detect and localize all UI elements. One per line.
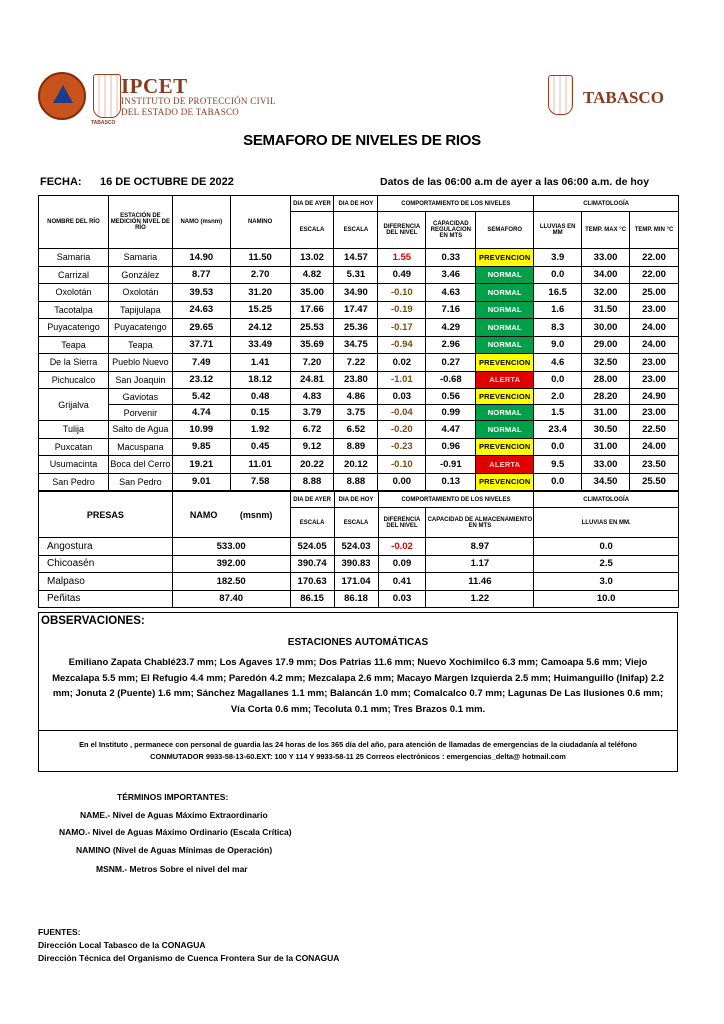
cell-tmax: 31.00 (582, 405, 630, 421)
col-presas: PRESAS (39, 492, 173, 538)
cell-cap: 2.96 (426, 336, 476, 354)
observaciones-box (38, 612, 678, 772)
cell-rio: San Pedro (39, 473, 109, 491)
cell-lluvia: 8.3 (534, 319, 582, 337)
cell-cap: 0.27 (426, 354, 476, 372)
cell-namo: 37.71 (172, 336, 230, 354)
cell-namino: 31.20 (230, 284, 290, 302)
cell-namo: 29.65 (172, 319, 230, 337)
cell-namo: 5.42 (172, 389, 230, 405)
col-temp-max: TEMP. MAX °C (582, 212, 630, 249)
cell-tmax: 31.00 (582, 438, 630, 456)
cell-sem: NORMAL (476, 266, 534, 284)
observaciones-text: Emiliano Zapata Chablé23.7 mm; Los Agaves 17.9 mm; Dos Patrias 11.6 mm; Nuevo Xochimilco 6.3 mm; Camoapa 5.6 mm; Viejo Mezcalapa 5.5 mm; El Refugio 4.4 mm; Paredón 4.2 mm; Mezcalapa 2.6 mm; Macayo Margen Izquierda 2.5 mm; Huimanguillo (Inifap) 2.2 mm; Jonuta 2 (Puente) 1.6 mm; Sánchez Magallanes 1.1 mm; Balancán 1.0 mm; Comalcalco 0.7 mm; Lagunas De Las Ilusiones 0.6 mm; Vía Corta 0.6 mm; Tecoluta 0.1 mm; Tres Brazos 0.1 mm. (52, 657, 664, 715)
cell-lluvia: 0.0 (534, 538, 679, 556)
cell-tmin: 22.00 (630, 266, 679, 284)
cell-hoy: 3.75 (334, 405, 378, 421)
table-row (39, 555, 679, 573)
cell-namo: 19.21 (172, 456, 230, 474)
cell-cap: -0.68 (426, 371, 476, 389)
dams-table (38, 491, 679, 608)
table-row (39, 301, 679, 319)
cell-namino: 11.01 (230, 456, 290, 474)
table-row (39, 354, 679, 372)
seal-caption: TABASCO (91, 120, 116, 126)
term-namo: NAMO.- Nivel de Aguas Máximo Ordinario (Escala Crítica) (59, 827, 292, 837)
col-temp-min: TEMP. MIN °C (630, 212, 679, 249)
cell-namo: 9.01 (172, 473, 230, 491)
cell-lluvia: 9.5 (534, 456, 582, 474)
cell-namino: 1.92 (230, 421, 290, 439)
col-namino: NAMINO (230, 196, 290, 249)
cell-sem: NORMAL (476, 336, 534, 354)
cell-tmax: 33.00 (582, 456, 630, 474)
cell-dif: -0.20 (378, 421, 426, 439)
cell-hoy: 34.90 (334, 284, 378, 302)
cell-lluvia: 0.0 (534, 473, 582, 491)
cell-tmax: 34.00 (582, 266, 630, 284)
cell-estacion: Gaviotas (108, 389, 172, 405)
cell-estacion: Porvenir (108, 405, 172, 421)
cell-ayer: 25.53 (290, 319, 334, 337)
col-lluvias: LLUVIAS EN MM (534, 212, 582, 249)
cell-sem: NORMAL (476, 319, 534, 337)
cell-tmax: 34.50 (582, 473, 630, 491)
cell-lluvia: 23.4 (534, 421, 582, 439)
cell-hoy: 34.75 (334, 336, 378, 354)
fuente-line-1: Dirección Local Tabasco de la CONAGUA (38, 940, 206, 950)
cell-namo: 8.77 (172, 266, 230, 284)
cell-estacion: Tapijulapa (108, 301, 172, 319)
cell-tmin: 23.50 (630, 456, 679, 474)
cell-namo: 4.74 (172, 405, 230, 421)
cell-hoy: 390.83 (334, 555, 378, 573)
cell-ayer: 6.72 (290, 421, 334, 439)
cell-estacion: Oxolotán (108, 284, 172, 302)
state-name: TABASCO (583, 88, 664, 107)
contact-note: En el Instituto , permanece con personal de guardia las 24 horas de los 365 día del año, para atención de llamadas de emergencias de la ciudadanía al teléfono CONMUTADOR 9933-58-13-60.EXT: 100 Y 114 Y 9933-58-11 25 Correos electrónicos : emergencias_delta@ hotmail.com (79, 740, 637, 761)
col-namo: NAMO (msnm) (172, 196, 230, 249)
cell-sem: NORMAL (476, 284, 534, 302)
cell-dif: 0.00 (378, 473, 426, 491)
cell-lluvia: 2.5 (534, 555, 679, 573)
cell-namo: 39.53 (172, 284, 230, 302)
org-name: IPCET (121, 74, 188, 98)
cell-tmin: 24.00 (630, 319, 679, 337)
col-escala-ayer: ESCALA (290, 508, 334, 538)
col-climatologia: CLIMATOLOGÍA (534, 196, 679, 212)
cell-rio: Oxolotán (39, 284, 109, 302)
cell-dif: -0.02 (378, 538, 426, 556)
cell-lluvia: 4.6 (534, 354, 582, 372)
table-row (39, 249, 679, 267)
cell-estacion: Puyacatengo (108, 319, 172, 337)
table-row (39, 438, 679, 456)
fuentes-title: FUENTES: (38, 927, 81, 937)
cell-tmax: 30.00 (582, 319, 630, 337)
org-subtitle: INSTITUTO DE PROTECCIÓN CIVIL DEL ESTADO DE TABASCO (121, 96, 276, 117)
cell-sem: NORMAL (476, 405, 534, 421)
cell-tmax: 32.50 (582, 354, 630, 372)
cell-rio: Carrizal (39, 266, 109, 284)
col-dia-hoy: DIA DE HOY (334, 492, 378, 508)
cell-tmin: 22.50 (630, 421, 679, 439)
cell-tmin: 25.50 (630, 473, 679, 491)
cell-ayer: 3.79 (290, 405, 334, 421)
cell-namo: 392.00 (172, 555, 290, 573)
col-semaforo: SEMAFORO (476, 212, 534, 249)
cell-dif: -0.94 (378, 336, 426, 354)
cell-namino: 11.50 (230, 249, 290, 267)
cell-estacion: San Pedro (108, 473, 172, 491)
table-row (39, 456, 679, 474)
cell-sem: NORMAL (476, 301, 534, 319)
col-dia-hoy: DIA DE HOY (334, 196, 378, 212)
terminos-title: TÉRMINOS IMPORTANTES: (117, 792, 229, 802)
term-msnm: MSNM.- Metros Sobre el nivel del mar (96, 864, 248, 874)
estaciones-subtitle: ESTACIONES AUTOMÁTICAS (287, 637, 429, 648)
cell-rio: Puxcatan (39, 438, 109, 456)
fecha-label: FECHA: (40, 176, 82, 188)
cell-namino: 7.58 (230, 473, 290, 491)
cell-cap: 0.13 (426, 473, 476, 491)
cell-hoy: 7.22 (334, 354, 378, 372)
cell-ayer: 4.83 (290, 389, 334, 405)
cell-tmin: 22.00 (630, 249, 679, 267)
col-comportamiento: COMPORTAMIENTO DE LOS NIVELES (378, 196, 534, 212)
col-namo-msnm: NAMO (msnm) (172, 492, 290, 538)
cell-ayer: 4.82 (290, 266, 334, 284)
cell-estacion: Pueblo Nuevo (108, 354, 172, 372)
cell-estacion: Samaria (108, 249, 172, 267)
col-comportamiento: COMPORTAMIENTO DE LOS NIVELES (378, 492, 534, 508)
cell-dif: 1.55 (378, 249, 426, 267)
cell-namino: 33.49 (230, 336, 290, 354)
cell-namino: 2.70 (230, 266, 290, 284)
table-row (39, 590, 679, 608)
cell-lluvia: 2.0 (534, 389, 582, 405)
cell-namino: 1.41 (230, 354, 290, 372)
cell-rio: Samaria (39, 249, 109, 267)
cell-presa: Malpaso (39, 573, 173, 591)
cell-tmin: 23.00 (630, 405, 679, 421)
cell-rio: Usumacinta (39, 456, 109, 474)
fecha-value: 16 DE OCTUBRE DE 2022 (100, 176, 234, 188)
cell-ayer: 20.22 (290, 456, 334, 474)
cell-namo: 23.12 (172, 371, 230, 389)
cell-dif: -1.01 (378, 371, 426, 389)
col-nombre-rio: NOMBRE DEL RÍO (39, 196, 109, 249)
cell-hoy: 171.04 (334, 573, 378, 591)
cell-lluvia: 1.5 (534, 405, 582, 421)
table-row (39, 538, 679, 556)
cell-lluvia: 0.0 (534, 266, 582, 284)
cell-hoy: 8.88 (334, 473, 378, 491)
cell-lluvia: 0.0 (534, 438, 582, 456)
table-row (39, 336, 679, 354)
cell-lluvia: 0.0 (534, 371, 582, 389)
cell-namino: 0.45 (230, 438, 290, 456)
cell-cap: 0.96 (426, 438, 476, 456)
cell-estacion: Boca del Cerro (108, 456, 172, 474)
cell-cap: 1.22 (426, 590, 534, 608)
cell-cap: -0.91 (426, 456, 476, 474)
cell-hoy: 524.03 (334, 538, 378, 556)
cell-cap: 7.16 (426, 301, 476, 319)
cell-lluvia: 3.0 (534, 573, 679, 591)
cell-hoy: 5.31 (334, 266, 378, 284)
cell-namino: 0.48 (230, 389, 290, 405)
col-escala-hoy: ESCALA (334, 508, 378, 538)
cell-dif: -0.23 (378, 438, 426, 456)
cell-estacion: Teapa (108, 336, 172, 354)
cell-dif: -0.19 (378, 301, 426, 319)
cell-rio: Pichucalco (39, 371, 109, 389)
cell-namino: 0.15 (230, 405, 290, 421)
col-dia-ayer: DIA DE AYER (290, 196, 334, 212)
cell-dif: 0.03 (378, 590, 426, 608)
cell-hoy: 25.36 (334, 319, 378, 337)
cell-ayer: 17.66 (290, 301, 334, 319)
col-escala-hoy: ESCALA (334, 212, 378, 249)
cell-cap: 3.46 (426, 266, 476, 284)
cell-tmin: 23.00 (630, 354, 679, 372)
col-dia-ayer: DIA DE AYER (290, 492, 334, 508)
cell-cap: 11.46 (426, 573, 534, 591)
cell-presa: Angostura (39, 538, 173, 556)
cell-tmax: 30.50 (582, 421, 630, 439)
table-row (39, 421, 679, 439)
cell-namo: 7.49 (172, 354, 230, 372)
cell-ayer: 86.15 (290, 590, 334, 608)
cell-hoy: 6.52 (334, 421, 378, 439)
cell-namo: 9.85 (172, 438, 230, 456)
cell-dif: -0.04 (378, 405, 426, 421)
cell-rio: Grijalva (39, 389, 109, 421)
fuente-line-2: Dirección Técnica del Organismo de Cuenca Frontera Sur de la CONAGUA (38, 953, 340, 963)
cell-estacion: Salto de Agua (108, 421, 172, 439)
cell-hoy: 86.18 (334, 590, 378, 608)
col-capacidad: CAPACIDAD DE ALMACENAMIENTO EN MTS (426, 508, 534, 538)
table-row (39, 266, 679, 284)
cell-rio: Teapa (39, 336, 109, 354)
cell-hoy: 23.80 (334, 371, 378, 389)
cell-tmin: 23.00 (630, 371, 679, 389)
cell-cap: 0.56 (426, 389, 476, 405)
col-lluvias: LLUVIAS EN MM. (534, 508, 679, 538)
cell-namino: 15.25 (230, 301, 290, 319)
cell-tmax: 32.00 (582, 284, 630, 302)
cell-cap: 0.33 (426, 249, 476, 267)
term-namino: NAMINO (Nivel de Aguas Mínimas de Operación) (76, 845, 273, 855)
cell-sem: PREVENCION (476, 249, 534, 267)
table-row (39, 389, 679, 405)
col-diferencia: DIFERENCIA DEL NIVEL (378, 508, 426, 538)
cell-cap: 4.47 (426, 421, 476, 439)
cell-tmin: 24.00 (630, 336, 679, 354)
col-diferencia: DIFERENCIA DEL NIVEL (378, 212, 426, 249)
table-row (39, 573, 679, 591)
cell-namo: 14.90 (172, 249, 230, 267)
page-title: SEMAFORO DE NIVELES DE RIOS (243, 132, 481, 149)
cell-estacion: González (108, 266, 172, 284)
rivers-table (38, 195, 679, 491)
cell-tmin: 24.00 (630, 438, 679, 456)
cell-dif: 0.02 (378, 354, 426, 372)
table-row (39, 405, 679, 421)
cell-tmax: 29.00 (582, 336, 630, 354)
cell-namo: 182.50 (172, 573, 290, 591)
cell-dif: -0.10 (378, 456, 426, 474)
term-name: NAME.- Nivel de Aguas Máximo Extraordinario (80, 810, 268, 820)
cell-ayer: 13.02 (290, 249, 334, 267)
cell-dif: -0.17 (378, 319, 426, 337)
cell-ayer: 524.05 (290, 538, 334, 556)
col-capacidad: CAPACIDAD REGULACION EN MTS (426, 212, 476, 249)
cell-dif: 0.03 (378, 389, 426, 405)
col-escala-ayer: ESCALA (290, 212, 334, 249)
cell-namo: 10.99 (172, 421, 230, 439)
cell-ayer: 8.88 (290, 473, 334, 491)
tabasco-seal-icon (93, 74, 121, 118)
cell-ayer: 7.20 (290, 354, 334, 372)
cell-cap: 8.97 (426, 538, 534, 556)
cell-cap: 0.99 (426, 405, 476, 421)
cell-dif: 0.09 (378, 555, 426, 573)
table-row (39, 473, 679, 491)
cell-hoy: 17.47 (334, 301, 378, 319)
cell-rio: Tulija (39, 421, 109, 439)
cell-tmin: 24.90 (630, 389, 679, 405)
cell-estacion: San Joaquin (108, 371, 172, 389)
cell-ayer: 24.81 (290, 371, 334, 389)
cell-lluvia: 3.9 (534, 249, 582, 267)
cell-dif: 0.49 (378, 266, 426, 284)
cell-tmax: 28.00 (582, 371, 630, 389)
cell-rio: De la Sierra (39, 354, 109, 372)
cell-tmin: 25.00 (630, 284, 679, 302)
cell-ayer: 35.69 (290, 336, 334, 354)
cell-hoy: 20.12 (334, 456, 378, 474)
cell-hoy: 14.57 (334, 249, 378, 267)
cell-ayer: 390.74 (290, 555, 334, 573)
cell-lluvia: 16.5 (534, 284, 582, 302)
state-seal-icon (548, 75, 573, 115)
cell-namo: 533.00 (172, 538, 290, 556)
cell-presa: Chicoasén (39, 555, 173, 573)
divider (39, 730, 677, 731)
cell-ayer: 35.00 (290, 284, 334, 302)
table-row (39, 284, 679, 302)
cell-cap: 4.29 (426, 319, 476, 337)
observaciones-title: OBSERVACIONES: (41, 615, 145, 627)
cell-rio: Tacotalpa (39, 301, 109, 319)
cell-tmax: 28.20 (582, 389, 630, 405)
cell-lluvia: 10.0 (534, 590, 679, 608)
col-estacion: ESTACIÓN DE MEDICIÓN NIVEL DE RÍO (108, 196, 172, 249)
cell-sem: NORMAL (476, 421, 534, 439)
cell-namo: 24.63 (172, 301, 230, 319)
cell-cap: 4.63 (426, 284, 476, 302)
cell-lluvia: 1.6 (534, 301, 582, 319)
cell-dif: -0.10 (378, 284, 426, 302)
cell-lluvia: 9.0 (534, 336, 582, 354)
cell-namino: 18.12 (230, 371, 290, 389)
cell-sem: PREVENCION (476, 473, 534, 491)
cell-namino: 24.12 (230, 319, 290, 337)
cell-ayer: 170.63 (290, 573, 334, 591)
cell-hoy: 8.89 (334, 438, 378, 456)
cell-estacion: Macuspana (108, 438, 172, 456)
cell-rio: Puyacatengo (39, 319, 109, 337)
proteccion-civil-logo (38, 72, 86, 120)
table-row (39, 371, 679, 389)
table-row (39, 319, 679, 337)
cell-cap: 1.17 (426, 555, 534, 573)
cell-sem: PREVENCION (476, 438, 534, 456)
cell-tmax: 31.50 (582, 301, 630, 319)
cell-sem: ALERTA (476, 456, 534, 474)
cell-ayer: 9.12 (290, 438, 334, 456)
cell-hoy: 4.86 (334, 389, 378, 405)
cell-sem: PREVENCION (476, 389, 534, 405)
cell-sem: ALERTA (476, 371, 534, 389)
cell-presa: Peñitas (39, 590, 173, 608)
cell-tmin: 23.00 (630, 301, 679, 319)
cell-namo: 87.40 (172, 590, 290, 608)
cell-sem: PREVENCION (476, 354, 534, 372)
cell-dif: 0.41 (378, 573, 426, 591)
data-range-note: Datos de las 06:00 a.m de ayer a las 06:00 a.m. de hoy (380, 176, 650, 188)
col-climatologia: CLIMATOLOGÍA (534, 492, 679, 508)
cell-tmax: 33.00 (582, 249, 630, 267)
